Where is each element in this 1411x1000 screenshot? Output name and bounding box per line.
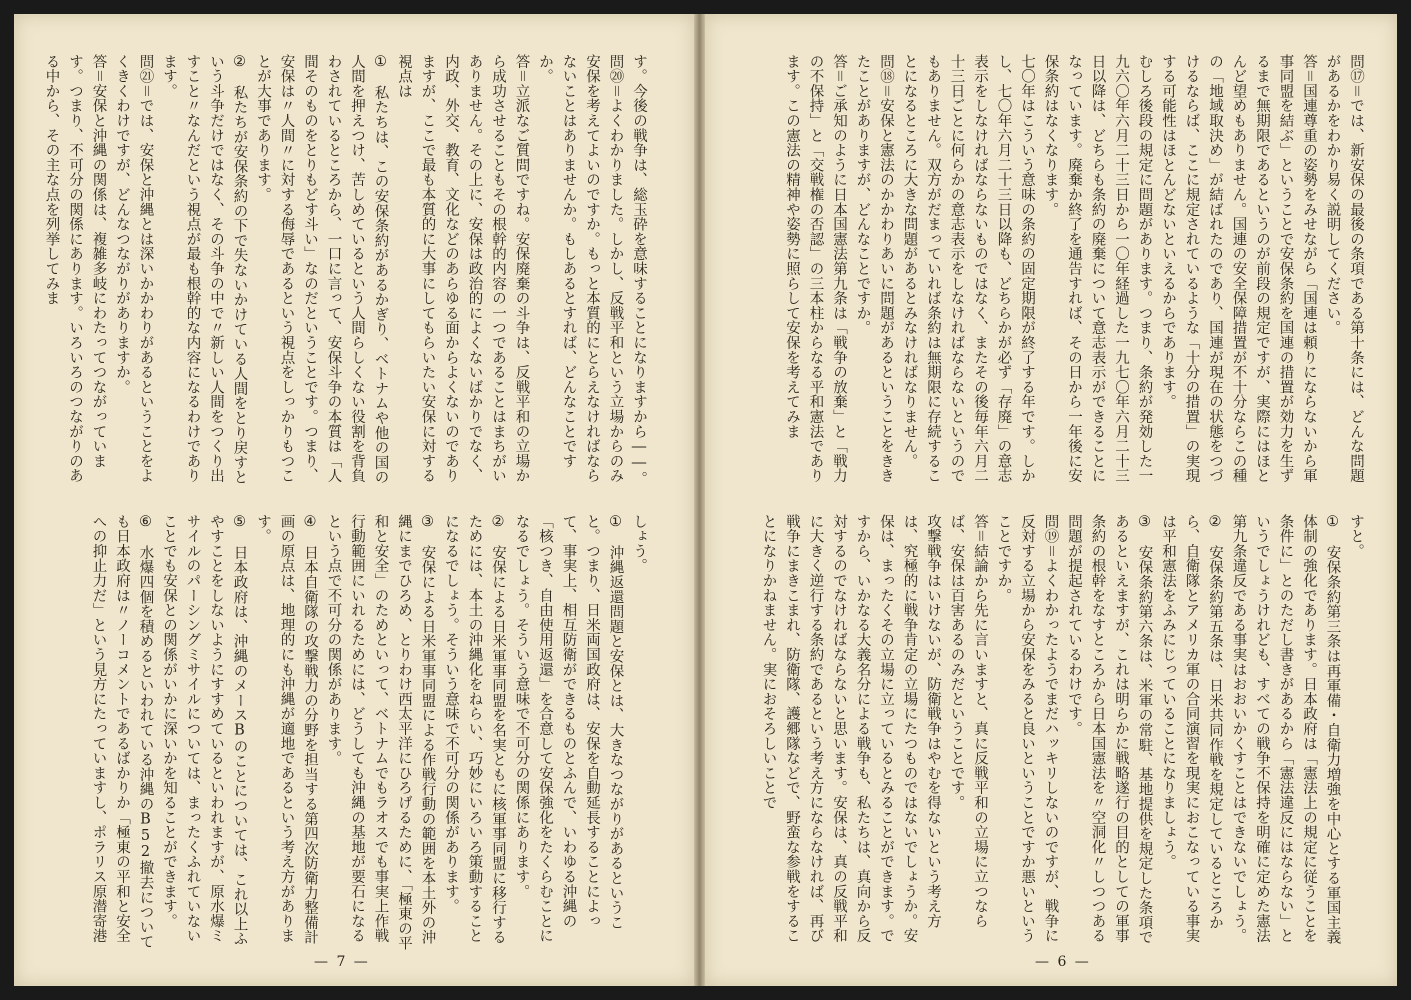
- right-page-top-text: 問⑰＝では、新安保の最後の条項である第十条には、どんな問題があるかをわかり易く説明してください。 答＝国連尊重の姿勢をみせながら「国連は頼りにならないから軍事同盟を結ぶ」ということで安保条約を国連の措置が効力を生ずるまで無期限であるというのが前段の規定ですが、実際にはほとんど望めもありません。国連の安全保障措置が不十分ならこの種の「地域取決め」が結ばれたのであり、国連が現在の状態をつづけるならば、ここに規定されているような「十分の措置」の実現する可能性はほとんどないといえるからであります。 むしろ後段の規定に問題があります。つまり、条約が発効した一九六〇年六月二十三日から一〇年経過した一九七〇年六月二十三日以降は、どちらも条約の廃棄について意志表示ができることになっています。廃棄か終了を通告すれば、その日から一年後に安保条約はなくなります。 七〇年はこういう意味の条約の固定期限が終了する年です。しかし、七〇年六月二十三日以降も、どちらかが必ず「存廃」の意志表示をしなければならないものではなく、またその後毎年六月二十三日ごとに何らかの意志表示をしなければならないというのでもありません。双方がだまっていれば条約は無期限に存続することになるところに大きな問題があるとみなければなりません。 問⑱＝安保と憲法のかかわりあいに問題があるということをききたことがありますが、どんなことですか。 答＝ご承知のように日本国憲法第九条は「戦争の放棄」と「戦力の不保持」と「交戦権の否認」の三本柱からなる平和憲法であります。この憲法の精神や姿勢に照らして安保を考えてみま: [784, 54, 1364, 484]
- book-gutter: [694, 14, 705, 986]
- left-page-bottom-section: [14, 514, 694, 954]
- right-page-bottom-section: [705, 514, 1397, 954]
- right-page: [705, 14, 1397, 986]
- left-page-bottom-text: しょう。 ① 沖縄返還問題と安保とは、大きなつながりがあるということ。つまり、日米両国政府は、安保を自動延長することによって、事実上、相互防衛ができるものとふんで、いわゆる沖縄の「核つき、自由使用返還」を合意して安保強化をたくらむことになるでしょう。そういう意味で不可分の関係にあります。 ② 安保による日米軍事同盟を名実ともに核軍事同盟に移行するためには、本土の沖縄化をねらい、巧妙にいろいろ策動することになるでしょう。そういう意味で不可分の関係があります。 ③ 安保による日米軍事同盟による作戦行動の範囲を本土外の沖縄にまでひろめ、とりわけ西太平洋にひろげるために、「極東の平和と安全」のためといって、ベトナムでもラオスでも事実上作戦行動範囲にいれるためには、どうしても沖縄の基地が要石になるという点で不可分の関係があります。 ④ 日本自衛隊の攻撃戦力の分野を担当する第四次防衛力整備計画の原点は、地理的にも沖縄が適地であるという考え方があります。 ⑤ 日本政府は、沖縄のメースBのことについては、これ以上ふやすことをしないようにすすめているといわれますが、原水爆ミサイルのパーシングミサイルについては、まったくふれていないことでも安保との関係がいかに深いかを知ることができます。 ⑥ 水爆四個を積めるといわれている沖縄のB52撤去についても日本政府は〃ノーコメントであるばかりか「極東の平和と安全への抑止力だ」という見方にたっていますし、ポラリス原潜寄港: [90, 514, 647, 951]
- left-page-number: — 7 —: [314, 954, 370, 970]
- right-page-top-section: [705, 54, 1397, 494]
- left-page-top-section: [14, 54, 694, 494]
- left-page-top-text: す。今後の戦争は、総玉砕を意味することになりますから――。 問⑳＝よくわかりました。しかし、反戦平和という立場からのみ安保を考えてよいのですか。もっと本質的にとらえなければならないことはありませんか。もしあるとすれば、どんなことですか。 答＝立派なご質問ですね。安保廃棄の斗争は、反戦平和の立場から成功させることもその根幹的内容の一つであることはまちがいありません。その上に、安保は政治的によくないばかりでなく、内政、外交、教育、文化などのあらゆる面からよくないのでありますが、ここで最も本質的に大事にしてもらいたい安保に対する視点は ① 私たちは、この安保条約があるかぎり、ベトナムや他の国の人間を押えつけ、苦しめているという人間らしくない役割を背負わされているところから、一口に言って、安保斗争の本質は「人間そのものをとりもどす斗い」なのだということです。つまり、安保は〃人間〃に対する侮辱であるという視点をしっかりもつことが大事であります。 ② 私たちが安保条約の下で失ないかけている人間をとり戻すという斗争だけではなく、その斗争の中で〃新しい人間をつくり出すこと〃なんだという視点が最も根幹的な内容になるわけであります。 問㉑＝では、安保と沖縄とは深いかかわりがあるということをよくきくわけですが、どんなつながりがありますか。 答＝安保と沖縄の関係は、複雑多岐にわたってつながっています。つまり、不可分の関係にあります。いろいろのつながりのある中から、その主な点を列挙してみま: [43, 54, 647, 487]
- left-page: [14, 14, 694, 986]
- right-page-bottom-text: すと。 ① 安保条約第三条は再軍備・自衛力増強を中心とする軍国主義体制の強化であります。日本政府は「憲法上の規定に従うことを条件に」とのただし書きがあるから「憲法違反にはならない」というでしょうけれども、すべての戦争不保持を明確に定めた憲法第九条違反である事実はおおいかくすことはできないでしょう。 ② 安保条約第五条は、日米共同作戦を規定しているところから、自衛隊とアメリカ軍の合同演習を現実におこなっている事実は平和憲法をふみにじっていることになりましょう。 ③ 安保条約第六条は、米軍の常駐、基地提供を規定した条項であるといえますが、これは明らかに戦略遂行の目的としての軍事条約の根幹をなすところから日本国憲法を〃空洞化〃しつつある問題が提起されているわけです。 問⑲＝よくわかったようでまだハッキリしないのですが、戦争に反対する立場から安保をみると良いということですか悪いということですか。 答＝結論から先に言いますと、真に反戦平和の立場に立つならば、安保は百害あるのみだということです。 攻撃戦争はいけないが、防衛戦争はやむを得ないという考え方は、究極的に戦争肯定の立場にたつものではないでしょうか。安保は、まったくその立場に立っているとみることができます。ですから、いかなる大義名分による戦争も、私たちは、真向から反対するのでなければならないと思います。安保は、真の反戦平和に大きく逆行する条約であるという考え方にならなければ、再び戦争にまきこまれ、防衛隊、護郷隊などで、野蛮な参戦をすることになりかねません。実におそろしいことで: [760, 514, 1364, 945]
- right-page-number: — 6 —: [1035, 954, 1091, 970]
